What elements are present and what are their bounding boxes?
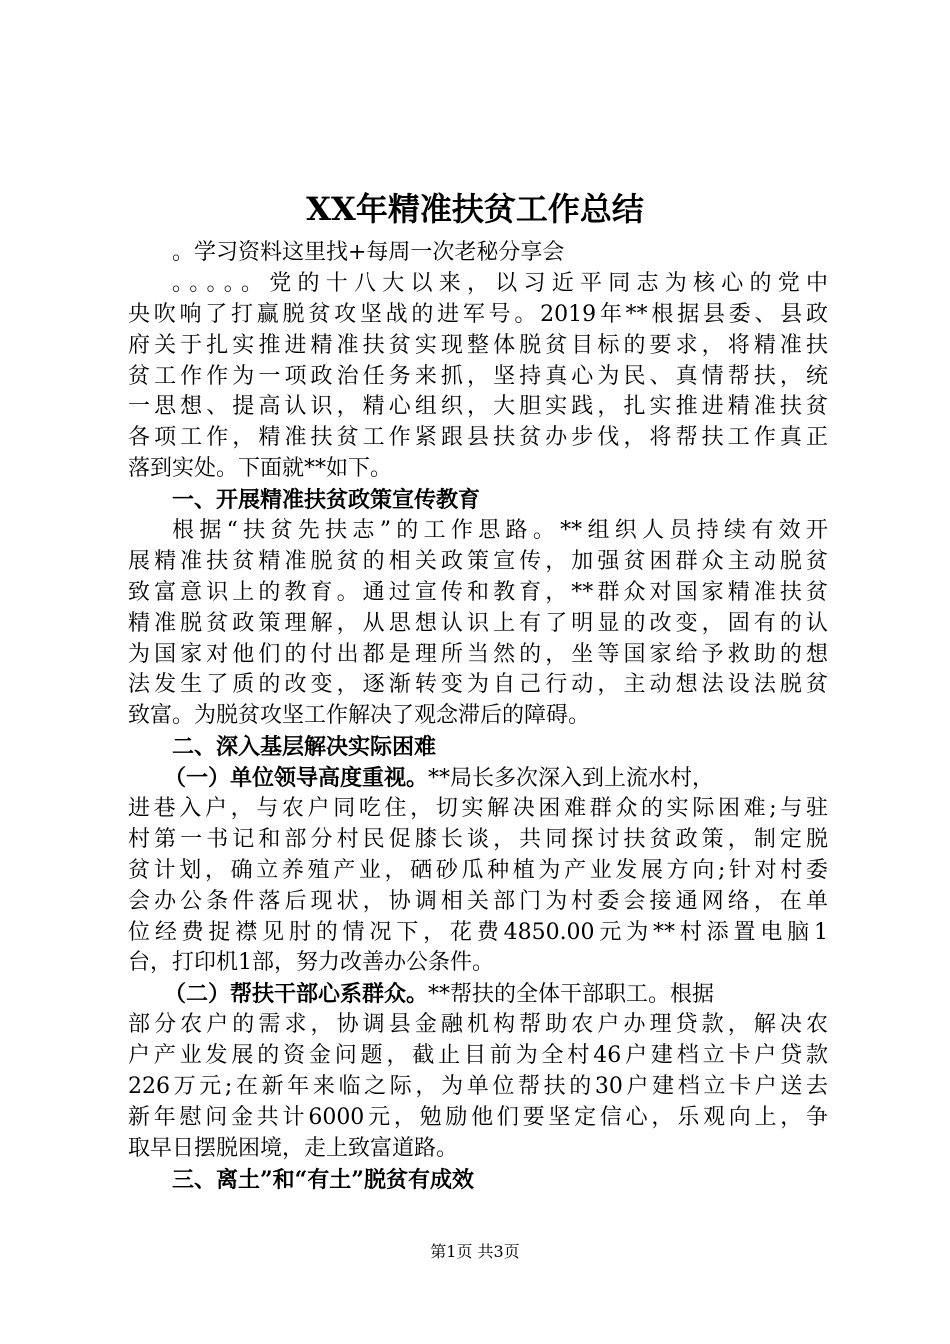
body-line: 府关于扎实推进精准扶贫实现整体脱贫目标的要求，将精准扶	[128, 332, 828, 358]
body-line: 法发生了质的改变，逐渐转变为自己行动，主动想法设法脱贫	[128, 672, 828, 698]
body-line: 央吹响了打赢脱贫攻坚战的进军号。2019年**根据县委、县政	[128, 301, 828, 327]
body-line: 根据“扶贫先扶志”的工作思路。**组织人员持续有效开	[172, 518, 828, 544]
body-line: 部分农户的需求，协调县金融机构帮助农户办理贷款，解决农	[128, 1012, 828, 1038]
section-heading: 一、开展精准扶贫政策宣传教育	[172, 487, 481, 514]
body-line: 致富意识上的教育。通过宣传和教育，**群众对国家精准扶贫	[128, 579, 828, 605]
document-body	[128, 238, 828, 1196]
body-line: 户产业发展的资金问题，截止目前为全村46户建档立卡户贷款	[128, 1043, 828, 1069]
page-footer: 第1页 共3页	[430, 1242, 520, 1261]
body-line: 226万元;在新年来临之际，为单位帮扶的30户建档立卡户送去	[128, 1074, 828, 1100]
body-line: 进巷入户，与农户同吃住，切实解决困难群众的实际困难;与驻	[128, 796, 828, 822]
body-line: 精准脱贫政策理解，从思想认识上有了明显的改变，固有的认	[128, 610, 828, 636]
body-line: 为国家对他们的付出都是理所当然的，坐等国家给予救助的想	[128, 641, 828, 667]
body-line: 会办公条件落后现状，协调相关部门为村委会接通网络，在单	[128, 888, 828, 914]
subsection-heading: （二）帮扶干部心系群众。	[164, 981, 429, 1008]
body-line: 各项工作，精准扶贫工作紧跟县扶贫办步伐，将帮扶工作真正	[128, 425, 828, 451]
body-line: 位经费捉襟见肘的情况下，花费4850.00元为**村添置电脑1	[128, 919, 828, 945]
body-line	[128, 979, 828, 1010]
body-line: 贫计划，确立养殖产业，硒砂瓜种植为产业发展方向;针对村委	[128, 857, 828, 883]
section-heading: 二、深入基层解决实际困难	[172, 734, 437, 761]
body-line: 一思想、提高认识，精心组织，大胆实践，扎实推进精准扶贫	[128, 394, 828, 420]
body-line: 。。。。。党的十八大以来，以习近平同志为核心的党中	[172, 270, 828, 296]
section-heading: 三、离土”和“有土”脱贫有成效	[172, 1166, 474, 1193]
body-line: 展精准扶贫精准脱贫的相关政策宣传，加强贫困群众主动脱贫	[128, 548, 828, 574]
body-line: 致富。为脱贫攻坚工作解决了观念滞后的障碍。	[128, 703, 591, 729]
body-text: **局长多次深入到上流水村，	[428, 766, 715, 792]
body-line: 。学习资料这里找+每周一次老秘分享会	[172, 240, 565, 265]
body-line: 村第一书记和部分村民促膝长谈，共同探讨扶贫政策，制定脱	[128, 826, 828, 852]
document-title: XX年精准扶贫工作总结	[306, 190, 644, 228]
body-line: 新年慰问金共计6000元，勉励他们要坚定信心，乐观向上，争	[128, 1104, 828, 1130]
body-line: 贫工作作为一项政治任务来抓，坚持真心为民、真情帮扶，统	[128, 363, 828, 389]
subsection-heading: （一）单位领导高度重视。	[164, 765, 429, 792]
body-line: 落到实处。下面就**如下。	[128, 456, 393, 482]
body-line: 取早日摆脱困境，走上致富道路。	[128, 1135, 459, 1161]
body-text: **帮扶的全体干部职工。根据	[428, 982, 715, 1008]
body-line: 台，打印机1部，努力改善办公条件。	[128, 950, 494, 976]
body-line	[128, 763, 828, 794]
